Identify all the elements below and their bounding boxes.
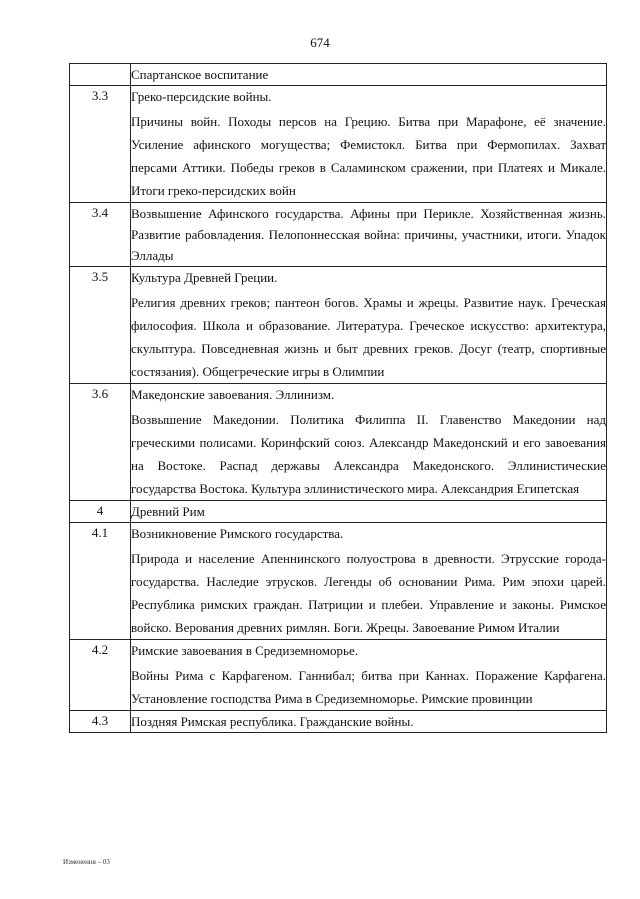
row-number: 4.1 bbox=[70, 523, 131, 640]
topic-description: Религия древних греков; пантеон богов. Храмы и жрецы. Развитие наук. Греческая философия. Школа и образование. Литература. Греческое искусство: архитектура, скульптура. Повседневная жизнь и быт древних греков. Досуг (театр, спортивные состязания). Общегреческие игры в Олимпии bbox=[131, 295, 606, 379]
topic-title: Возвышение Афинского государства. Афины при Перикле. Хозяйственная жизнь. Развитие рабовладения. Пелопоннесская война: причины, участники, итоги. Упадок Эллады bbox=[131, 206, 606, 263]
table-row bbox=[70, 64, 607, 86]
table-row bbox=[70, 523, 607, 640]
table-row bbox=[70, 384, 607, 501]
topic-title: Возникновение Римского государства. bbox=[131, 526, 344, 541]
topic-description: Войны Рима с Карфагеном. Ганнибал; битва при Каннах. Поражение Карфагена. Установление господства Рима в Средиземноморье. Римские провинции bbox=[131, 668, 606, 706]
topic-description: Природа и население Апеннинского полуострова в древности. Этрусские города-государства. Наследие этрусков. Легенды об основании Рима. Рим эпохи царей. Республика римских граждан. Патриции и плебеи. Управление и законы. Римское войско. Верования древних римлян. Боги. Жрецы. Завоевание Римом Италии bbox=[131, 551, 606, 635]
curriculum-table bbox=[69, 63, 607, 733]
row-content bbox=[131, 86, 607, 203]
topic-title: Культура Древней Греции. bbox=[131, 270, 278, 285]
row-content bbox=[131, 523, 607, 640]
row-number: 4.2 bbox=[70, 640, 131, 711]
topic-title: Македонские завоевания. Эллинизм. bbox=[131, 387, 335, 402]
row-content bbox=[131, 203, 607, 267]
row-content bbox=[131, 640, 607, 711]
table-row bbox=[70, 640, 607, 711]
topic-description: Причины войн. Походы персов на Грецию. Битва при Марафоне, её значение. Усиление афинского могущества; Фемистокл. Битва при Фермопилах. Захват персами Аттики. Победы греков в Саламинском сражении, при Платеях и Микале. Итоги греко-персидских войн bbox=[131, 114, 606, 198]
row-number: 3.3 bbox=[70, 86, 131, 203]
topic-title: Греко-персидские войны. bbox=[131, 89, 272, 104]
row-number: 3.6 bbox=[70, 384, 131, 501]
topic-title: Древний Рим bbox=[131, 504, 205, 519]
row-number: 3.5 bbox=[70, 267, 131, 384]
row-number: 4 bbox=[70, 501, 131, 523]
table-row bbox=[70, 203, 607, 267]
table-row bbox=[70, 86, 607, 203]
table-row bbox=[70, 267, 607, 384]
table-row bbox=[70, 711, 607, 733]
page-number: 674 bbox=[310, 35, 330, 50]
row-number: 3.4 bbox=[70, 203, 131, 267]
footer-note: Изменения – 03 bbox=[63, 858, 110, 866]
topic-title: Поздняя Римская республика. Гражданские войны. bbox=[131, 714, 414, 729]
row-content bbox=[131, 267, 607, 384]
topic-description: Возвышение Македонии. Политика Филиппа II. Главенство Македонии над греческими полисами. Коринфский союз. Александр Македонский и его завоевания на Востоке. Распад державы Александра Македонского. Эллинистические государства Востока. Культура эллинистического мира. Александрия Египетская bbox=[131, 412, 606, 496]
row-number: 4.3 bbox=[70, 711, 131, 733]
row-content bbox=[131, 384, 607, 501]
row-content bbox=[131, 711, 607, 733]
topic-title: Спартанское воспитание bbox=[131, 67, 269, 82]
table-row bbox=[70, 501, 607, 523]
row-number bbox=[70, 64, 131, 86]
topic-title: Римские завоевания в Средиземноморье. bbox=[131, 643, 358, 658]
row-content bbox=[131, 64, 607, 86]
row-content bbox=[131, 501, 607, 523]
